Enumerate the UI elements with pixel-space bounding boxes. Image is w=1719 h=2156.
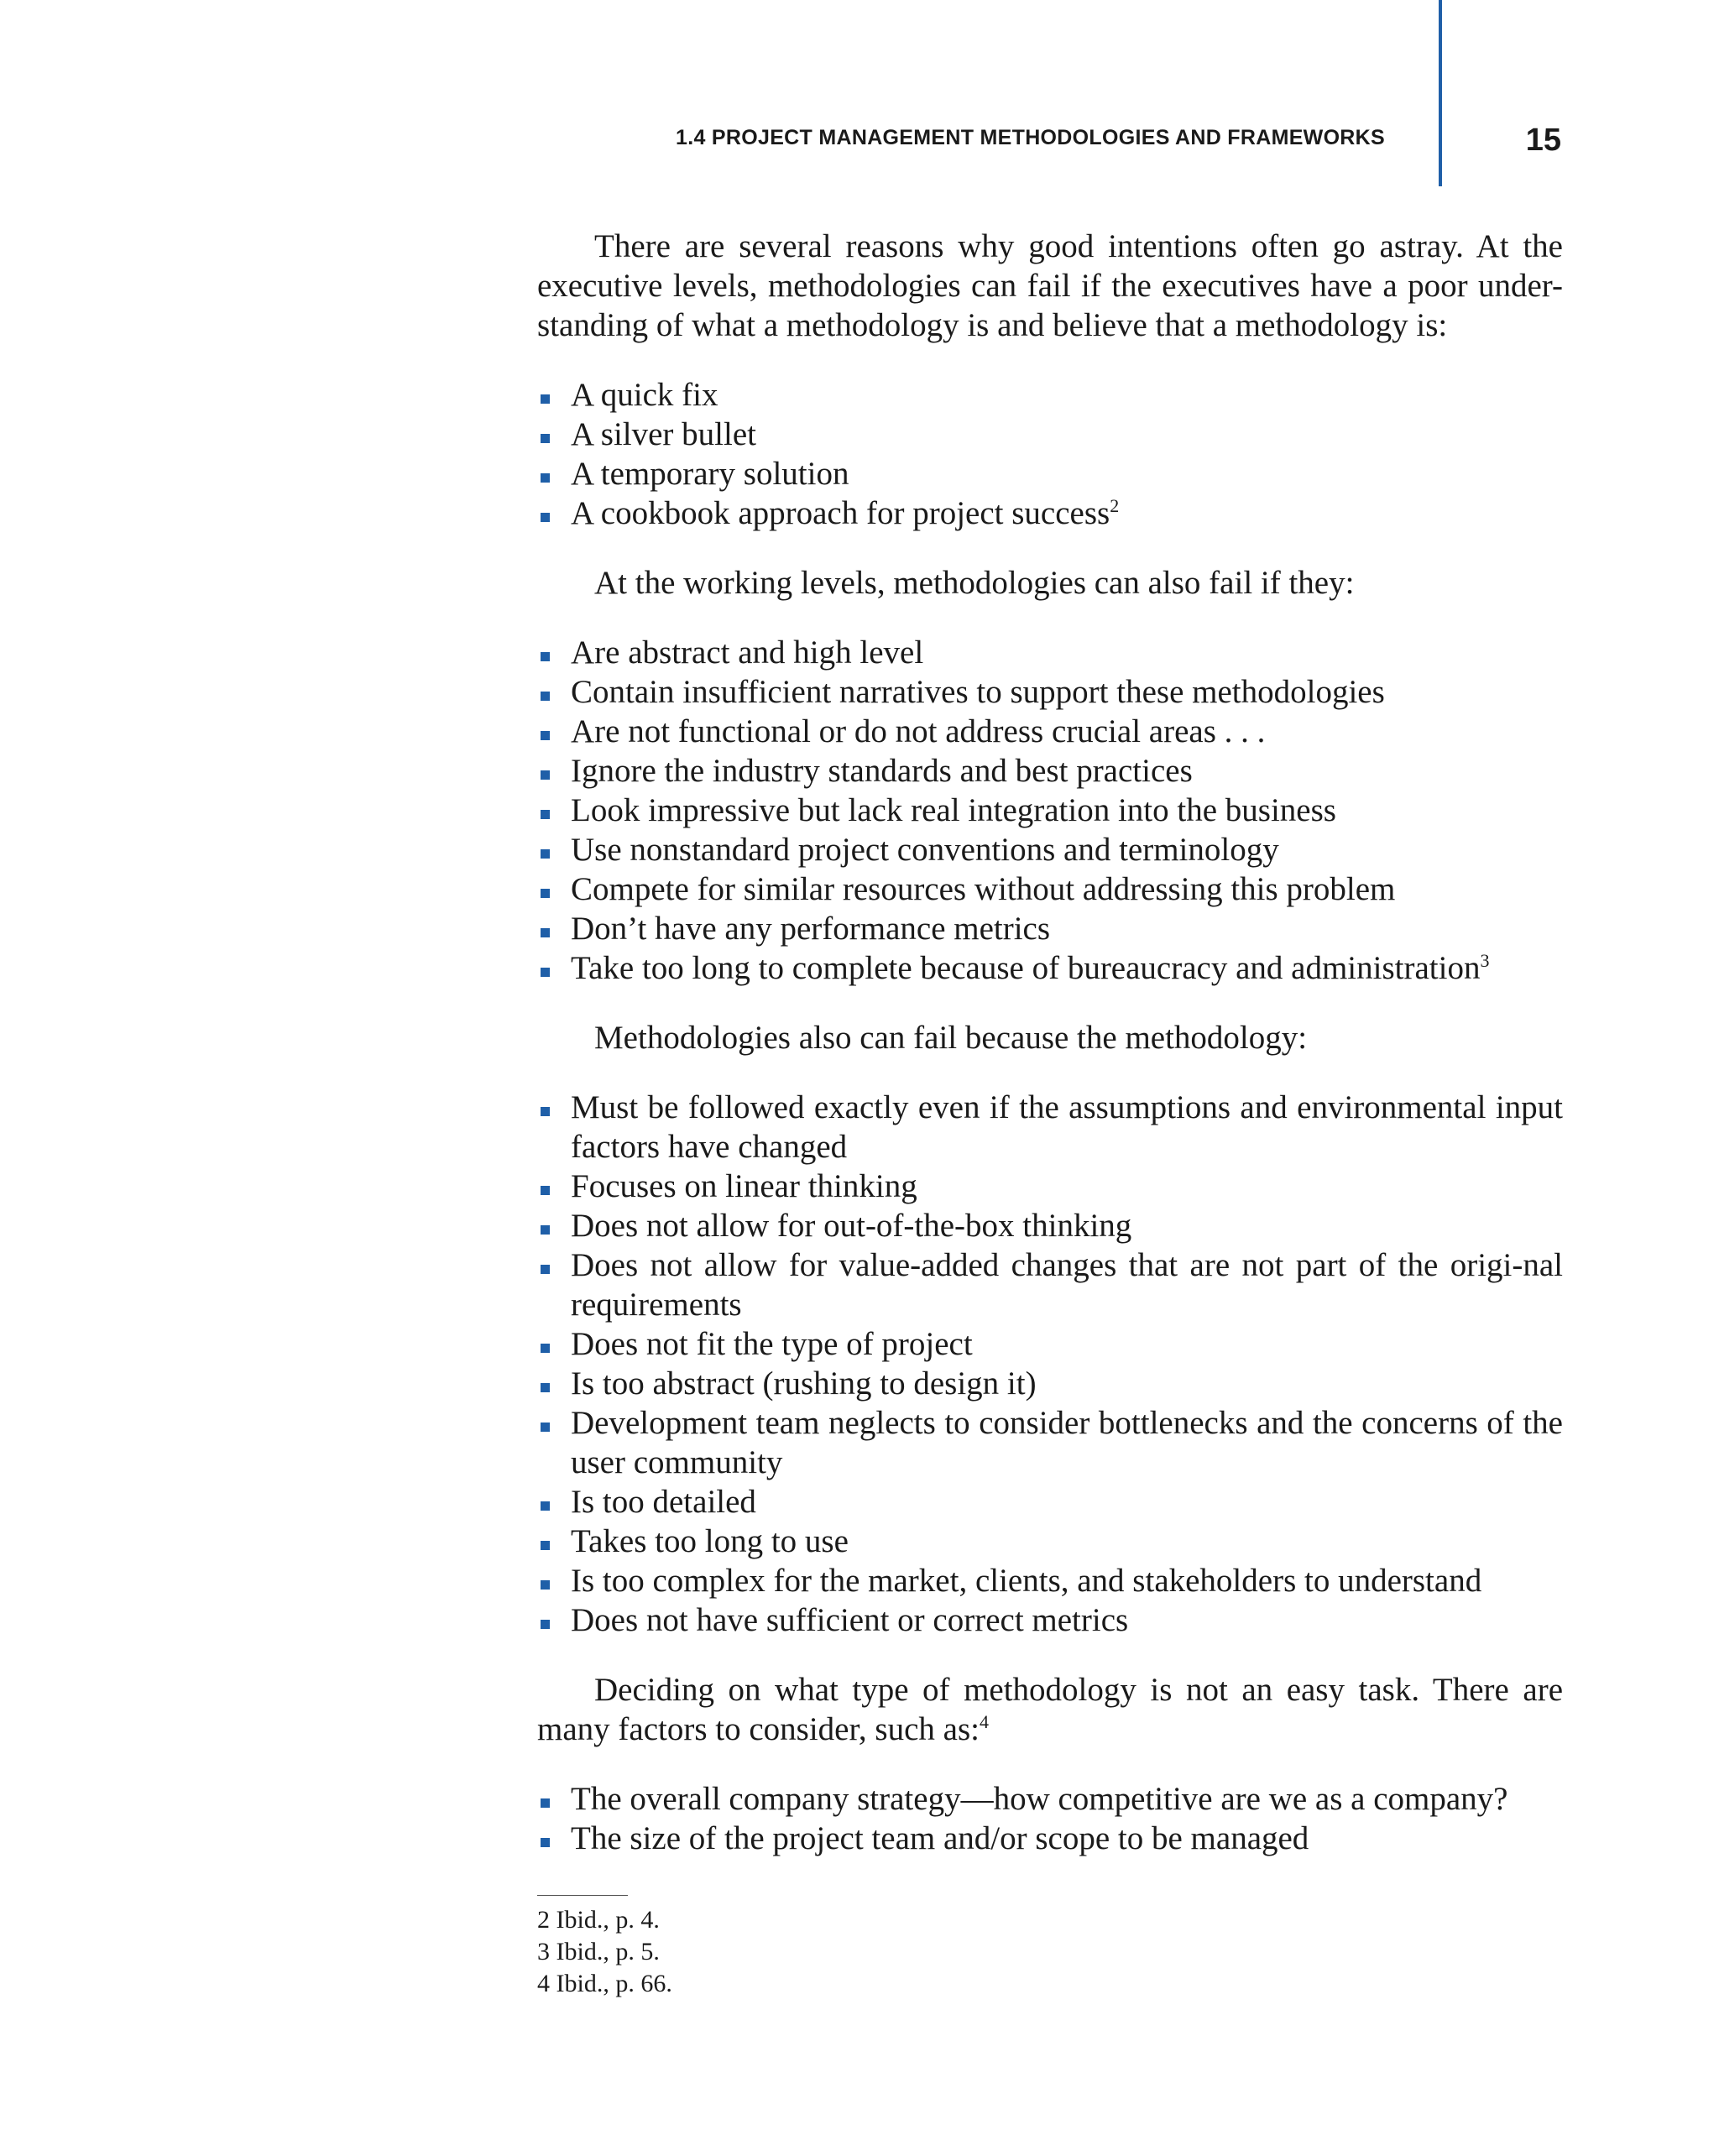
list-item (537, 1206, 1563, 1245)
list-item (537, 1561, 1563, 1600)
square-bullet-icon (541, 434, 550, 443)
list-item (537, 1403, 1563, 1482)
list-item (537, 712, 1563, 751)
list-item-text: Ignore the industry standards and best practices (571, 753, 1193, 789)
executive-failure-list (537, 375, 1563, 533)
square-bullet-icon (541, 849, 550, 859)
list-item-text: Focuses on linear thinking (571, 1168, 917, 1204)
list-item-text: Does not allow for out-of-the-box thinking (571, 1208, 1132, 1244)
list-item (537, 633, 1563, 672)
square-bullet-icon (541, 1265, 550, 1274)
list-item-text: Use nonstandard project conventions and terminology (571, 832, 1279, 868)
list-item (537, 1819, 1563, 1858)
factors-list (537, 1779, 1563, 1858)
list-item (537, 1167, 1563, 1206)
footnote-4: 4 Ibid., p. 66. (537, 1970, 672, 1997)
footnote-3: 3 Ibid., p. 5. (537, 1938, 660, 1965)
square-bullet-icon (541, 513, 550, 522)
deciding-paragraph (537, 1670, 1563, 1749)
square-bullet-icon (541, 652, 550, 661)
square-bullet-icon (541, 1798, 550, 1808)
footnote-divider (537, 1895, 628, 1896)
page-body (537, 227, 1563, 2000)
square-bullet-icon (541, 1107, 550, 1116)
list-item (537, 1600, 1563, 1640)
list-item-text: Does not allow for value-added changes that are not part of the origi-nal requirements (571, 1247, 1563, 1323)
square-bullet-icon (541, 1620, 550, 1629)
working-levels-paragraph: At the working levels, methodologies can also fail if they: (594, 565, 1355, 601)
running-header: 1.4 PROJECT MANAGEMENT METHODOLOGIES AND FRAMEWORKS (676, 126, 1385, 149)
square-bullet-icon (541, 810, 550, 819)
square-bullet-icon (541, 1344, 550, 1353)
list-item-text: Contain insufficient narratives to support these methodologies (571, 674, 1385, 710)
list-item (537, 1324, 1563, 1364)
footnotes (537, 1904, 1563, 2000)
list-item (537, 909, 1563, 948)
list-item-text: Look impressive but lack real integration into the business (571, 792, 1336, 828)
list-item (537, 1482, 1563, 1522)
list-item-text: The size of the project team and/or scope to be managed (571, 1820, 1309, 1856)
square-bullet-icon (541, 1186, 550, 1195)
list-item-text: The overall company strategy—how competitive are we as a company? (571, 1781, 1508, 1817)
list-item-text: Are abstract and high level (571, 634, 924, 671)
list-item-text: A temporary solution (571, 456, 849, 492)
list-item-text: Are not functional or do not address crucial areas . . . (571, 713, 1266, 749)
list-item (537, 791, 1563, 830)
list-item-text: Does not fit the type of project (571, 1326, 973, 1362)
list-item-text: Takes too long to use (571, 1523, 849, 1559)
square-bullet-icon (541, 928, 550, 937)
square-bullet-icon (541, 473, 550, 483)
footnote-ref: 3 (1480, 950, 1490, 971)
square-bullet-icon (541, 968, 550, 977)
square-bullet-icon (541, 1383, 550, 1392)
footnote-ref-4: 4 (979, 1711, 989, 1732)
list-item (537, 1779, 1563, 1819)
square-bullet-icon (541, 1580, 550, 1590)
list-item (537, 415, 1563, 454)
square-bullet-icon (541, 1541, 550, 1550)
list-item (537, 830, 1563, 869)
footnote-ref: 2 (1110, 495, 1120, 516)
list-item (537, 948, 1563, 988)
list-item-text: Must be followed exactly even if the assumptions and environmental input factors have changed (571, 1089, 1563, 1165)
list-item-text: Development team neglects to consider bottlenecks and the concerns of the user community (571, 1405, 1563, 1480)
list-item-text: Does not have sufficient or correct metrics (571, 1602, 1129, 1638)
square-bullet-icon (541, 1225, 550, 1235)
list-item-text: Is too detailed (571, 1484, 756, 1520)
square-bullet-icon (541, 1838, 550, 1847)
deciding-paragraph-text: Deciding on what type of methodology is not an easy task. There are many factors to consider, such as: (537, 1672, 1563, 1747)
list-item (537, 1364, 1563, 1403)
list-item (537, 1522, 1563, 1561)
header-vertical-rule (1439, 0, 1442, 186)
list-item (537, 1088, 1563, 1167)
square-bullet-icon (541, 731, 550, 740)
page-number: 15 (1525, 123, 1561, 158)
working-level-failure-list (537, 633, 1563, 988)
methodology-failure-paragraph: Methodologies also can fail because the methodology: (594, 1020, 1308, 1056)
list-item-text: Take too long to complete because of bureaucracy and administration (571, 950, 1481, 986)
list-item (537, 1245, 1563, 1324)
list-item (537, 869, 1563, 909)
square-bullet-icon (541, 692, 550, 701)
square-bullet-icon (541, 1423, 550, 1432)
list-item (537, 375, 1563, 415)
list-item-text: A quick fix (571, 377, 718, 413)
list-item (537, 493, 1563, 533)
list-item (537, 751, 1563, 791)
list-item (537, 672, 1563, 712)
square-bullet-icon (541, 889, 550, 898)
square-bullet-icon (541, 770, 550, 780)
square-bullet-icon (541, 394, 550, 404)
list-item-text: Is too complex for the market, clients, and stakeholders to understand (571, 1563, 1482, 1599)
list-item-text: Don’t have any performance metrics (571, 911, 1051, 947)
list-item-text: A silver bullet (571, 416, 756, 452)
list-item-text: A cookbook approach for project success (571, 495, 1110, 531)
list-item-text: Compete for similar resources without addressing this problem (571, 871, 1396, 907)
intro-paragraph: There are several reasons why good intentions often go astray. At the executive levels, methodologies can fail if the executives have a poor under-standing of what a methodology is and believe that a methodology is: (537, 228, 1563, 343)
list-item-text: Is too abstract (rushing to design it) (571, 1365, 1037, 1402)
footnote-2: 2 Ibid., p. 4. (537, 1906, 660, 1934)
square-bullet-icon (541, 1501, 550, 1511)
methodology-failure-list (537, 1088, 1563, 1640)
list-item (537, 454, 1563, 493)
